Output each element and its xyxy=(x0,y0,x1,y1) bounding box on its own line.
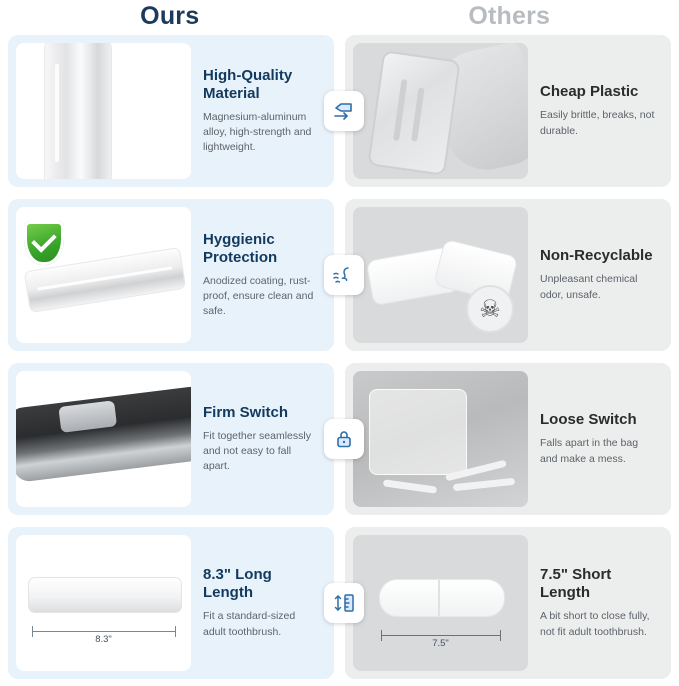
ours-panel-length xyxy=(8,527,334,679)
long-case-measurement-photo xyxy=(16,535,191,671)
others-panel-recycle xyxy=(345,199,671,351)
others-title: Non-Recyclable xyxy=(540,247,653,265)
others-title: 7.5" Short Length xyxy=(540,566,612,602)
others-panel-material xyxy=(345,35,671,187)
ours-text-block xyxy=(191,566,326,639)
comparison-headers xyxy=(0,0,679,35)
ours-title: 8.3" Long Length xyxy=(203,566,272,602)
lock-icon xyxy=(324,419,364,459)
comparison-row xyxy=(8,35,671,187)
ours-panel-hygiene xyxy=(8,199,334,351)
others-measurement-label: 7.5" xyxy=(432,638,449,649)
comparison-row xyxy=(8,527,671,679)
others-description: Easily brittle, breaks, not durable. xyxy=(540,109,655,137)
ours-text-block xyxy=(191,67,326,156)
others-text-block xyxy=(528,83,663,138)
header-others: Others xyxy=(468,2,551,30)
others-title: Loose Switch xyxy=(540,411,637,429)
case-switch-closeup-photo xyxy=(16,371,191,507)
ours-description: Fit a standard-sized adult toothbrush. xyxy=(203,610,296,638)
ours-panel-switch xyxy=(8,363,334,515)
messy-bag-toothbrush-photo xyxy=(353,371,528,507)
skull-icon: ☠ xyxy=(466,285,514,333)
others-panel-switch xyxy=(345,363,671,515)
plastic-blister-pack-photo xyxy=(353,43,528,179)
swap-arrows-icon xyxy=(324,91,364,131)
others-description: Unpleasant chemical odor, unsafe. xyxy=(540,273,638,301)
ours-measurement-label: 8.3" xyxy=(95,634,112,645)
others-description: Falls apart in the bag and make a mess. xyxy=(540,437,639,465)
comparison-rows xyxy=(0,35,679,679)
others-text-block xyxy=(528,566,663,639)
others-title: Cheap Plastic xyxy=(540,83,639,101)
vertical-ruler-icon xyxy=(324,583,364,623)
ours-description: Fit together seamlessly and not easy to fall apart. xyxy=(203,429,311,473)
ours-text-block xyxy=(191,404,326,475)
ours-panel-material xyxy=(8,35,334,187)
others-description: A bit short to close fully, not fit adult toothbrush. xyxy=(540,610,650,638)
shield-protected-case-photo xyxy=(16,207,191,343)
header-ours: Ours xyxy=(140,2,200,30)
ours-title: Hyggienic Protection xyxy=(203,230,278,266)
ours-title: Firm Switch xyxy=(203,403,289,421)
others-text-block xyxy=(528,247,663,302)
comparison-row xyxy=(8,199,671,351)
nose-smell-icon xyxy=(324,255,364,295)
others-text-block xyxy=(528,411,663,466)
ours-title: High-Quality Material xyxy=(203,66,293,102)
plastic-bottles-skull-photo xyxy=(353,207,528,343)
metal-travel-case-photo xyxy=(16,43,191,179)
comparison-row xyxy=(8,363,671,515)
short-case-measurement-photo xyxy=(353,535,528,671)
ours-description: Magnesium-aluminum alloy, high-strength and lightweight. xyxy=(203,110,312,154)
ours-text-block xyxy=(191,231,326,320)
others-panel-length xyxy=(345,527,671,679)
ours-description: Anodized coating, rust-proof, ensure clean and safe. xyxy=(203,274,314,318)
